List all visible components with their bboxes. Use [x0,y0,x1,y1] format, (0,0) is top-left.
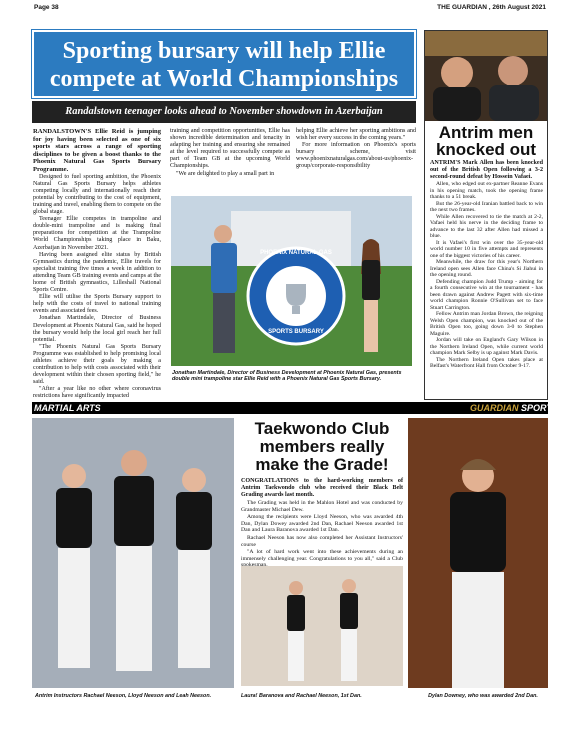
instructors-caption: Antrim Instructors Rachael Neeson, Lloyd Neeson and Leah Neeson. [35,693,212,699]
second-dan-photo [408,418,548,688]
side-paragraph: Defending champion Judd Trump - aiming for a fourth consecutive win at the tournament - has been drawn against Andrew Pagett with six-time world champion Ronnie O'Sullivan set to face Stuart Carrington. [430,278,543,311]
lead-column-3 [296,128,416,171]
headline-line-1: Sporting bursary will help Ellie [62,38,386,64]
first-dan-photo [241,566,403,686]
side-paragraph: While Allen recovered to tie the match at 2-2, Vafaei held his nerve in the deciding frame to advance to the last 32 after Allen had missed a blue. [430,213,543,239]
body-paragraph: Ellie will utilise the Sports Bursary support to help with the costs of travel to national training events and associated fees. [33,294,161,315]
tkd-headline-line-2: members really [259,437,385,456]
section-label-sport [470,402,552,414]
side-story-text [430,160,543,370]
snooker-photo [425,31,547,121]
snooker-photo-image [425,31,547,121]
lead-headline [32,30,416,98]
tkd-lead-paragraph: CONGRATLATIONS to the hard-working members of Antrim Taekwondo club who received their Black Belt Grading awards last month. [241,478,403,498]
bursary-caption: Jonathan Martindale, Director of Business Development at Phoenix Natural Gas, presents double mini trampoline star Ellie Reid with a Phoenix Natural Gas Sports Bursary. [172,370,402,383]
first-dan-caption: Laura! Baranova and Rachael Neeson, 1st Dan. [241,693,362,699]
lead-column-2 [170,128,290,178]
man-figure [211,225,237,353]
tkd-headline [240,420,404,474]
body-paragraph: For more information on Phoenix's sports bursary scheme, visit www.phoenixnaturalgas.com/about-us/phoenix-group/corporate-responsibility [296,142,416,170]
tkd-story-text [241,478,403,570]
body-paragraph: Having been assigned elite status by British Gymnastics during the pandemic, Ellie travels for specialist training five times a week in addition to attending Team GB training events and camps at the home of British gymnastics, Lilleshall National Sports Centre. [33,251,161,294]
instructors-photo [32,418,234,688]
side-lead-paragraph: ANTRIM'S Mark Allen has been knocked out of the British Open following a 3-2 second-round defeat by Hossein Vafaei. [430,160,543,180]
body-paragraph: Teenager Ellie competes in trampoline and double-mini trampoline and is making final preparations for competition at the Trampoline World Championships taking place in Baku, Azerbaijan in November 2021. [33,216,161,251]
page-number: Page 38 [34,4,59,11]
second-dan-caption: Dylan Downey, who was awarded 2nd Dan. [428,693,538,699]
side-paragraph: It is Vafaei's first win over the 35-year-old world number 10 in five attempts and represents one of the biggest victories of his career. [430,239,543,259]
tkd-paragraph: Rachael Neeson has now also completed her Assistant Instructors' course [241,534,403,548]
girl-figure [361,239,381,352]
instructor-left [56,464,92,668]
side-paragraph: Allen, who edged out ex-partner Reanne Evans in his opening match, took the opening frame thanks to a 51 break. [430,181,543,200]
body-paragraph: "The Phoenix Natural Gas Sports Bursary Programme was established to help promising local athletes achieve their goals by making a contribution to help with costs associated with their development within their chosen sporting field," he said. [33,343,161,386]
side-headline-line-2: knocked out [435,140,537,159]
board-top-text: PHOENIX NATURAL GAS [260,250,332,256]
first-dan-photo-image [241,566,403,686]
bursary-photo-image [171,196,412,366]
instructors-photo-image [32,418,234,688]
body-paragraph: helping Ellie achieve her sporting ambitions and wish her every success in the coming years." [296,128,416,142]
sport-label-a: GUARDIAN [470,403,519,413]
body-paragraph: Jonathan Martindale, Director of Business Development at Phoenix Natural Gas, said he hoped the bursary would help the local girl reach her full potential. [33,315,161,343]
body-paragraph: Designed to fuel sporting ambition, the Phoenix Natural Gas Sports Bursary helps athletes competing locally and internationally reach their potential by contributing to the cost of equipment, training and travel, enabling them to compete on the global stage. [33,173,161,216]
tkd-paragraph: The Grading was held in the Mahlon Hotel and was conducted by Grandmaster Michael Dew. [241,500,403,513]
lead-column-1 [33,128,161,401]
instructor-right [176,468,212,668]
tkd-headline-line-1: Taekwondo Club [254,419,390,438]
side-paragraph: But the 26-year-old Iranian battled back to win the next two frames. [430,200,543,213]
side-paragraph: Fellow Antrim man Jordan Brown, the reigning Welsh Open champion, was knocked out of the British Open too, going down 3-0 to Stephen Maguire. [430,311,543,337]
masthead-date: THE GUARDIAN , 26th August 2021 [437,4,546,11]
tkd-paragraph: "A lot of hard work went into these achievements during an immensely challenging year. Congratulations to you all," said a Club [241,549,403,562]
side-paragraph: Meanwhile, the draw for this year's Northern Ireland open sees Allen face China's Si Jiahui in the opening round. [430,259,543,278]
side-paragraph: Jordan will take on England's Gary Wilson in the Northern Ireland Open, while current world champion Mark Selby is up against Mark Davis. [430,337,543,356]
second-dan-photo-image [408,418,548,688]
sport-label-b: SPORT [521,403,552,413]
lead-paragraph: RANDALSTOWN'S Ellie Reid is jumping for joy having been selected as one of six sports stars across a range of sporting disciplines to be given a boost thanks to the Phoenix Natural Gas Sports Bursary Programme. [33,128,161,173]
tkd-headline-line-3: make the Grade! [255,455,389,474]
side-paragraph: The Northern Ireland Open takes place at Belfast's Waterfront Hall from October 9-17. [430,356,543,369]
side-headline [426,124,546,158]
body-paragraph: "We are delighted to play a small part in [176,170,275,177]
page-header [0,0,580,14]
strapline: Randalstown teenager looks ahead to November showdown in Azerbaijan [32,101,416,123]
side-headline-line-1: Antrim men [438,123,534,142]
tkd-paragraph: Among the recipients were Lloyd Neeson, who was awarded 4th Dan, Dylan Dowey awarded 2nd Dan, Rachael Neeson awarded 1st Dan and Laura Baranova awarded 1st Dan. [241,514,403,534]
body-paragraph: "After a year like no other where coronavirus restrictions have significantly impacted [33,386,161,400]
board-bottom-text: SPORTS BURSARY [268,329,324,335]
body-paragraph: training and competition opportunities, Ellie has shown incredible determination and tenacity in adapting her training and ensuring she remained at the level required to successfully compete as part of Team GB at the upcoming World Championships. [170,128,290,170]
instructor-middle [114,450,154,671]
bursary-photo [171,196,412,366]
headline-line-2: compete at World Championships [49,66,399,92]
section-label-martial-arts: MARTIAL ARTS [34,403,101,413]
